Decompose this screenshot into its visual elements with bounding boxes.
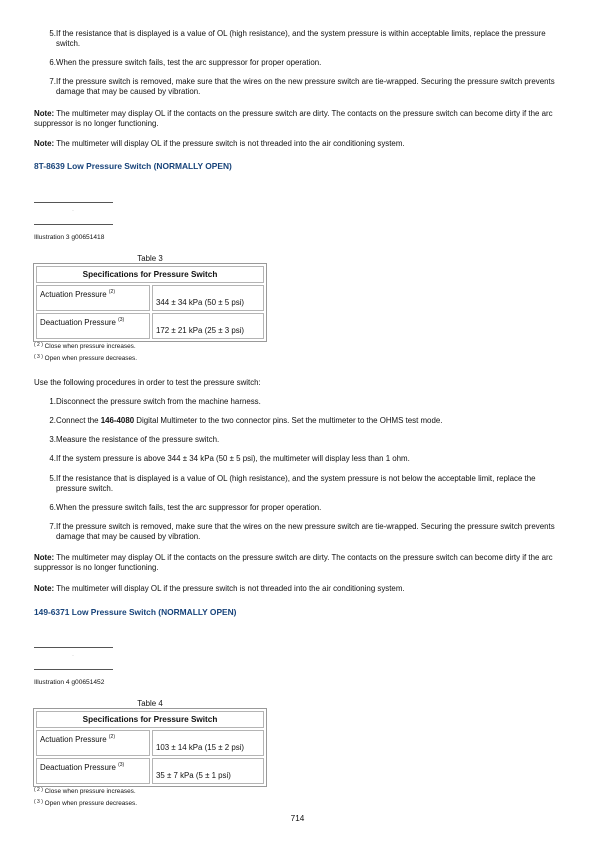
table-footnote: $^{( 2 )}$ Close when pressure increases. (34, 787, 136, 795)
list-text: If the pressure switch is removed, make sure that the wires on the new pressure switch are tie-wrapped. Securing the pressure switch prevents damage that may be caused by vibration. (56, 77, 555, 96)
table-cell-label: Deactuation Pressure $^{(3)}$ (36, 758, 150, 784)
note (34, 553, 564, 573)
note-label: Note: (34, 109, 55, 118)
table-caption: Table 3 (137, 254, 163, 263)
table-cell-label: Deactuation Pressure $^{(3)}$ (36, 313, 150, 339)
note-label: Note: (34, 553, 55, 562)
procedure-intro: Use the following procedures in order to test the pressure switch: (34, 378, 261, 387)
table-cell-value: 35 ± 7 kPa (5 ± 1 psi) (152, 758, 264, 784)
illustration-caption: Illustration 4 g00651452 (34, 679, 105, 686)
list-number: 5. (49, 474, 56, 483)
list-text: When the pressure switch fails, test the arc suppressor for proper operation. (56, 503, 322, 512)
table-header: Specifications for Pressure Switch (36, 711, 264, 728)
list-number: 7. (49, 77, 56, 86)
table-cell-value: 344 ± 34 kPa (50 ± 5 psi) (152, 285, 264, 311)
section-heading: 8T-8639 Low Pressure Switch (NORMALLY OPEN) (34, 161, 232, 171)
note (34, 139, 564, 149)
illustration-placeholder: · (72, 208, 74, 214)
table-row (36, 313, 264, 339)
note-label: Note: (34, 584, 55, 593)
table-cell-value: 103 ± 14 kPa (15 ± 2 psi) (152, 730, 264, 756)
page-number: 714 (290, 814, 305, 823)
list-text: Disconnect the pressure switch from the machine harness. (56, 397, 261, 406)
table-footnote: $^{( 3 )}$ Open when pressure decreases. (34, 354, 138, 362)
list-number: 7. (49, 522, 56, 531)
table-footnote: $^{( 3 )}$ Open when pressure decreases. (34, 799, 138, 807)
table-caption: Table 4 (137, 699, 163, 708)
list-number: 5. (49, 29, 56, 38)
note-label: Note: (34, 139, 55, 148)
table-cell-label: Actuation Pressure $^{(2)}$ (36, 285, 150, 311)
note-text: The multimeter may display OL if the contacts on the pressure switch are dirty. The contacts on the pressure switch can become dirty if the arc suppressor is no longer functioning. (34, 553, 553, 572)
list-text: If the pressure switch is removed, make sure that the wires on the new pressure switch are tie-wrapped. Securing the pressure switch prevents damage that may be caused by vibration. (56, 522, 555, 541)
table-footnote: $^{( 2 )}$ Close when pressure increases. (34, 342, 136, 350)
table-cell-label: Actuation Pressure $^{(2)}$ (36, 730, 150, 756)
list-text: Connect the 146-4080 Digital Multimeter to the two connector pins. Set the multimeter to the OHMS test mode. (56, 416, 443, 425)
list-text: If the resistance that is displayed is a value of OL (high resistance), and the system pressure is within acceptable limits, replace the pressure switch. (56, 29, 546, 48)
illustration-top-rule (34, 202, 113, 203)
list-number: 2. (49, 416, 56, 425)
section-heading: 149-6371 Low Pressure Switch (NORMALLY OPEN) (34, 607, 237, 617)
table-row (36, 758, 264, 784)
table-header: Specifications for Pressure Switch (36, 266, 264, 283)
note (34, 584, 564, 594)
spec-table (33, 263, 267, 342)
table-cell-value: 172 ± 21 kPa (25 ± 3 psi) (152, 313, 264, 339)
note (34, 109, 564, 129)
illustration-bottom-rule (34, 224, 113, 225)
list-number: 6. (49, 58, 56, 67)
list-text: If the system pressure is above 344 ± 34 kPa (50 ± 5 psi), the multimeter will display less than 1 ohm. (56, 454, 410, 463)
note-text: The multimeter will display OL if the pressure switch is not threaded into the air conditioning system. (54, 139, 405, 148)
list-number: 3. (49, 435, 56, 444)
list-text: Measure the resistance of the pressure switch. (56, 435, 220, 444)
table-row (36, 285, 264, 311)
illustration-placeholder: · (72, 653, 74, 659)
list-number: 6. (49, 503, 56, 512)
note-text: The multimeter will display OL if the pressure switch is not threaded into the air conditioning system. (54, 584, 405, 593)
list-text: If the resistance that is displayed is a value of OL (high resistance), and the system pressure is not below the acceptable limit, replace the pressure switch. (56, 474, 536, 493)
list-text: When the pressure switch fails, test the arc suppressor for proper operation. (56, 58, 322, 67)
spec-table (33, 708, 267, 787)
table-row (36, 730, 264, 756)
illustration-caption: Illustration 3 g00651418 (34, 234, 105, 241)
list-number: 1. (49, 397, 56, 406)
illustration-bottom-rule (34, 669, 113, 670)
list-number: 4. (49, 454, 56, 463)
note-text: The multimeter may display OL if the contacts on the pressure switch are dirty. The contacts on the pressure switch can become dirty if the arc suppressor is no longer functioning. (34, 109, 553, 128)
illustration-top-rule (34, 647, 113, 648)
